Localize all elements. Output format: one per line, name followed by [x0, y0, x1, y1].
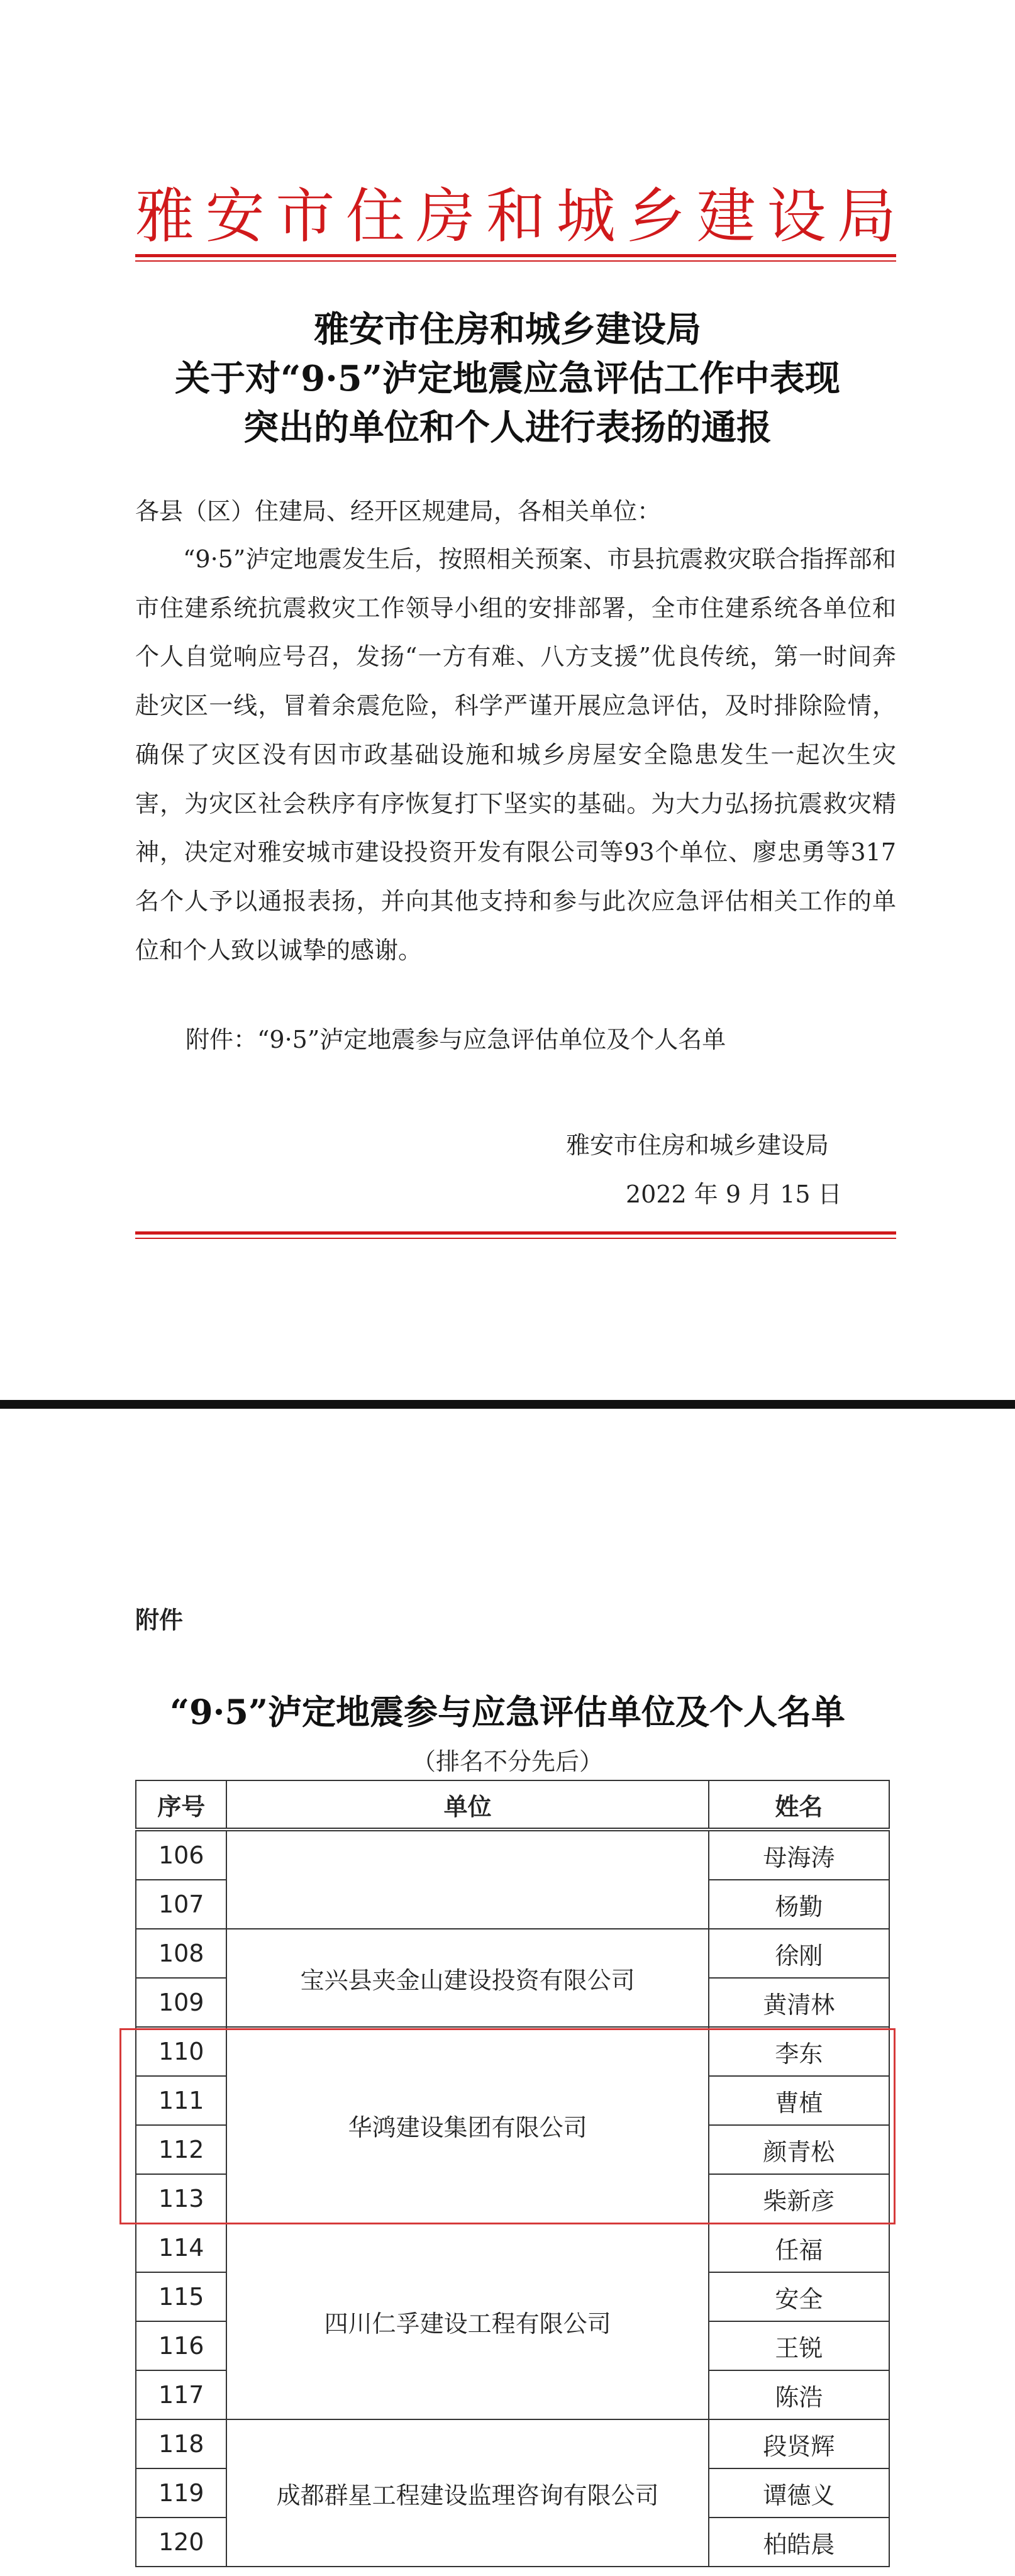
row-name: 柏皓晨 — [709, 2518, 889, 2567]
title-line-1: 雅安市住房和城乡建设局 — [314, 309, 701, 350]
signature-org: 雅安市住房和城乡建设局 — [566, 1131, 829, 1159]
row-no: 115 — [136, 2272, 226, 2321]
signature-block — [566, 1121, 896, 1219]
letterhead-char: 市 — [275, 182, 335, 251]
row-no: 106 — [136, 1829, 226, 1880]
title-line-2: 关于对“9·5”泸定地震应急评估工作中表现 — [175, 358, 840, 399]
letterhead-char: 住 — [345, 182, 405, 251]
header-unit: 单位 — [226, 1780, 708, 1829]
row-no: 119 — [136, 2468, 226, 2518]
row-name: 母海涛 — [709, 1829, 889, 1880]
unit-cell: 成都群星工程建设监理咨询有限公司 — [226, 2419, 708, 2567]
row-name: 颜青松 — [709, 2125, 889, 2174]
title-line-3: 突出的单位和个人进行表扬的通报 — [243, 407, 772, 448]
table-row — [136, 2419, 889, 2468]
letterhead-char: 房 — [416, 182, 475, 251]
table-header-row — [136, 1780, 889, 1829]
unit-cell: 华鸿建设集团有限公司 — [226, 2027, 708, 2223]
salutation: 各县（区）住建局、经开区规建局，各相关单位： — [135, 497, 662, 525]
letterhead-char: 雅 — [135, 182, 195, 251]
row-name: 柴新彦 — [709, 2174, 889, 2223]
signature-date: 2022 年 9 月 15 日 — [626, 1180, 842, 1208]
table-row — [136, 2223, 889, 2272]
list-subtitle: （排名不分先后） — [411, 1748, 603, 1775]
letterhead-char: 建 — [696, 182, 756, 251]
row-name: 李东 — [709, 2027, 889, 2076]
letterhead-org-name — [135, 182, 896, 252]
unit-cell: 四川仁孚建设工程有限公司 — [226, 2223, 708, 2419]
row-no: 120 — [136, 2518, 226, 2567]
unit-cell-blank — [226, 1829, 708, 1929]
header-no: 序号 — [136, 1780, 226, 1829]
row-no: 108 — [136, 1929, 226, 1978]
attachment-label: 附件 — [135, 1606, 184, 1634]
row-name: 曹植 — [709, 2076, 889, 2125]
table-row — [136, 1929, 889, 1978]
row-no: 109 — [136, 1978, 226, 2027]
letterhead-char: 设 — [767, 182, 826, 251]
row-name: 王锐 — [709, 2321, 889, 2370]
row-no: 111 — [136, 2076, 226, 2125]
row-no: 116 — [136, 2321, 226, 2370]
row-name: 段贤辉 — [709, 2419, 889, 2468]
row-no: 110 — [136, 2027, 226, 2076]
footer-rule — [135, 1231, 896, 1235]
roster-table — [135, 1780, 890, 2567]
footer-rule-thin — [135, 1238, 896, 1239]
row-name: 谭德义 — [709, 2468, 889, 2518]
row-no: 107 — [136, 1880, 226, 1929]
list-title: “9·5”泸定地震参与应急评估单位及个人名单 — [169, 1692, 846, 1732]
header-name: 姓名 — [709, 1780, 889, 1829]
row-name: 黄清林 — [709, 1978, 889, 2027]
row-no: 114 — [136, 2223, 226, 2272]
row-name: 杨勤 — [709, 1880, 889, 1929]
row-no: 112 — [136, 2125, 226, 2174]
letterhead-char: 安 — [205, 182, 265, 251]
row-name: 安全 — [709, 2272, 889, 2321]
table-row — [136, 2027, 889, 2076]
unit-cell: 宝兴县夹金山建设投资有限公司 — [226, 1929, 708, 2027]
attachment-reference: 附件：“9·5”泸定地震参与应急评估单位及个人名单 — [186, 1026, 726, 1053]
notice-body: “9·5”泸定地震发生后，按照相关预案、市县抗震救灾联合指挥部和市住建系统抗震救灾工作领导小组的安排部署，全市住建系统各单位和个人自觉响应号召，发扬“一方有难、八方支援”优良传统，第一时间奔赴灾区一线，冒着余震危险，科学严谨开展应急评估，及时排除险情，确保了灾区没有因市政基础设施和城乡房屋安全隐患发生一起次生灾害，为灾区社会秩序有序恢复打下坚实的基础。为大力弘扬抗震救灾精神，决定对雅安城市建设投资开发有限公司等93个单位、廖忠勇等317名个人予以通报表扬，并向其他支持和参与此次应急评估相关工作的单位和个人致以诚挚的感谢。 — [135, 545, 896, 964]
row-name: 任福 — [709, 2223, 889, 2272]
letterhead-char: 城 — [556, 182, 616, 251]
letterhead-rule — [135, 254, 896, 257]
row-name: 徐刚 — [709, 1929, 889, 1978]
letterhead-char: 和 — [485, 182, 545, 251]
letterhead-char: 乡 — [626, 182, 686, 251]
table-row — [136, 1829, 889, 1880]
row-name: 陈浩 — [709, 2370, 889, 2419]
row-no: 113 — [136, 2174, 226, 2223]
row-no: 118 — [136, 2419, 226, 2468]
letterhead-char: 局 — [836, 182, 896, 251]
page-divider — [0, 1400, 1015, 1409]
letterhead-rule-thin — [135, 260, 896, 262]
notice-title — [94, 305, 921, 452]
row-no: 117 — [136, 2370, 226, 2419]
